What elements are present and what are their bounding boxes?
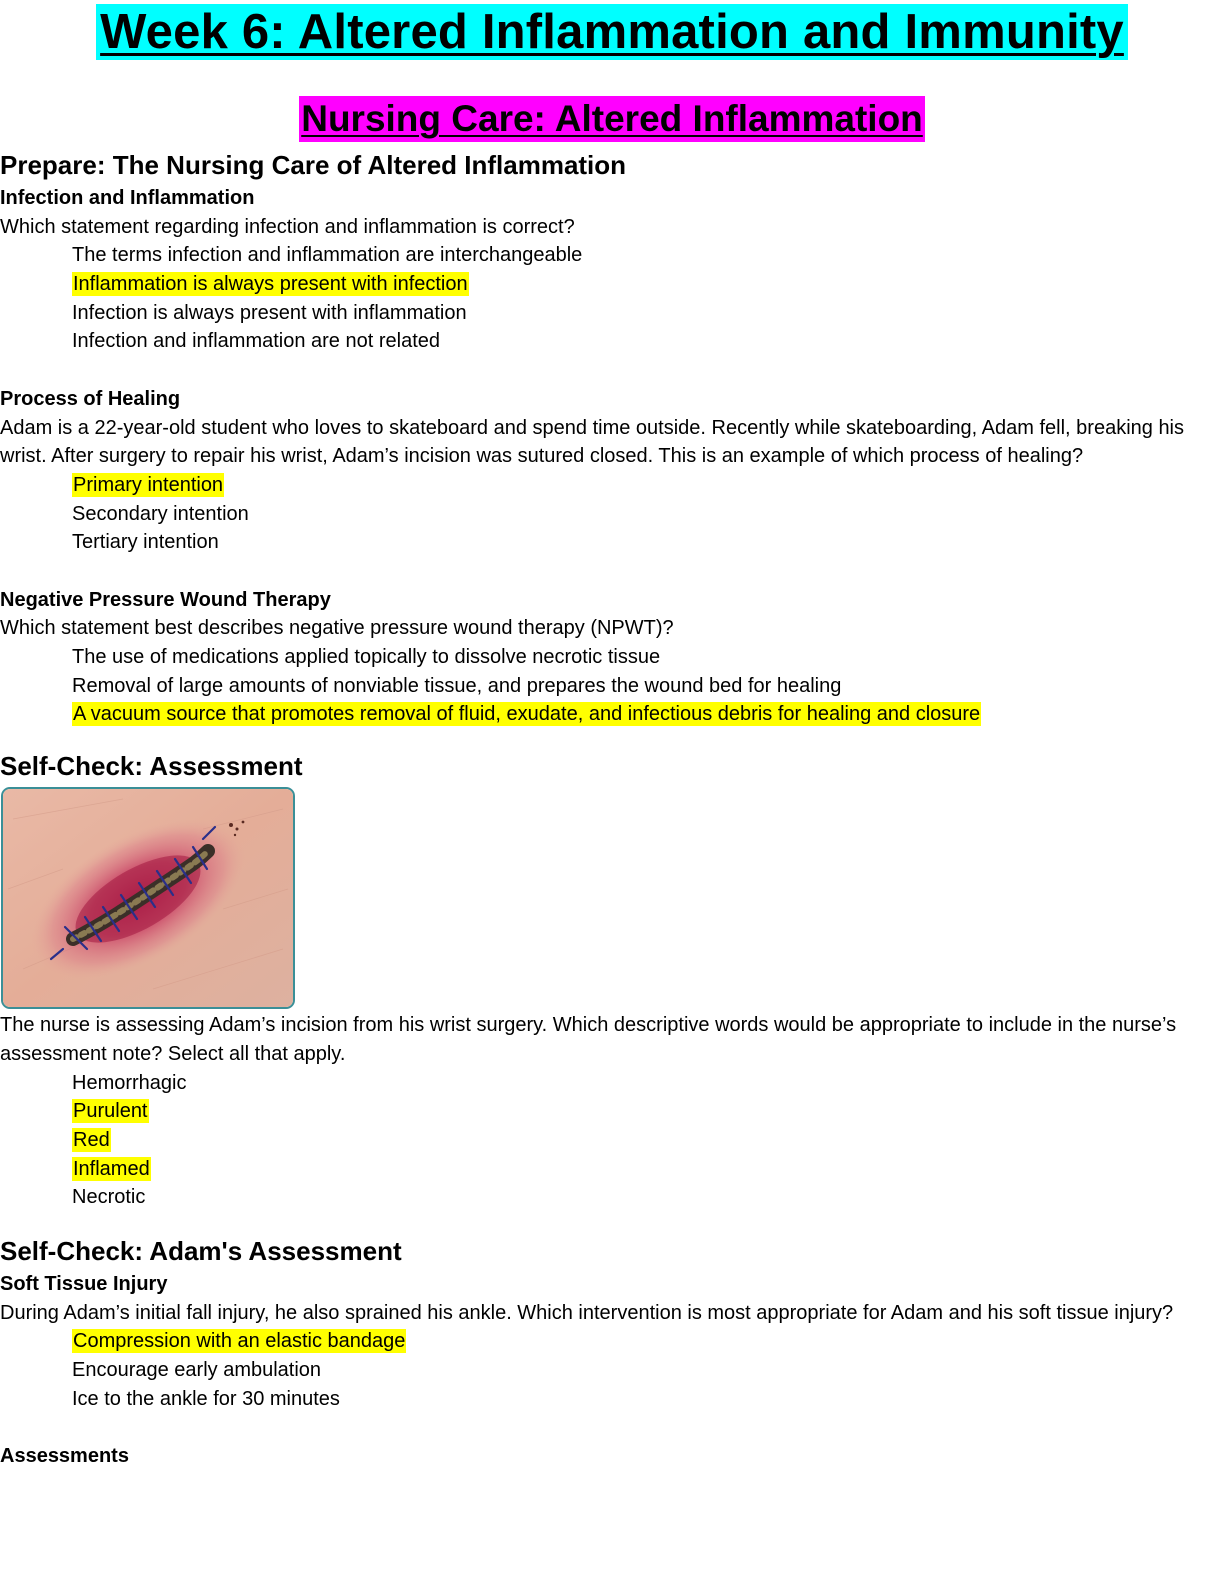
answer-option-correct bbox=[0, 700, 1222, 729]
option-text: Secondary intention bbox=[72, 502, 249, 525]
question-text: Which statement regarding infection and inflammation is correct? bbox=[0, 215, 575, 238]
section-heading-self-check-adam: Self-Check: Adam's Assessment bbox=[0, 1235, 402, 1266]
option-text: Infection and inflammation are not related bbox=[72, 330, 440, 353]
option-text: Hemorrhagic bbox=[72, 1071, 187, 1094]
answer-option bbox=[0, 1183, 1222, 1212]
page-subtitle: Nursing Care: Altered Inflammation bbox=[299, 96, 925, 142]
topic-infection-inflammation: Infection and Inflammation bbox=[0, 187, 255, 209]
answer-option bbox=[0, 1385, 1222, 1414]
option-text: The use of medications applied topically to dissolve necrotic tissue bbox=[72, 646, 661, 669]
option-text-highlighted: Inflamed bbox=[73, 1157, 150, 1180]
question-text: During Adam’s initial fall injury, he also sprained his ankle. Which intervention is most appropriate for Adam and his soft tissue injury? bbox=[0, 1301, 1174, 1324]
answer-option bbox=[0, 672, 1222, 701]
option-text: Infection is always present with inflammation bbox=[72, 301, 467, 324]
option-text-highlighted: Red bbox=[73, 1128, 110, 1151]
answer-option-correct bbox=[0, 1126, 1222, 1155]
section-heading-self-check-assessment: Self-Check: Assessment bbox=[0, 751, 303, 782]
spacer bbox=[0, 557, 1222, 586]
topic-soft-tissue-injury: Soft Tissue Injury bbox=[0, 1272, 168, 1295]
option-text-highlighted: Inflammation is always present with infection bbox=[73, 273, 468, 296]
answer-option bbox=[0, 500, 1222, 529]
answer-option bbox=[0, 299, 1222, 328]
spacer bbox=[0, 1413, 1222, 1442]
question-text: Adam is a 22-year-old student who loves to skateboard and spend time outside. Recently while skateboarding, Adam fell, breaking his wrist. After surgery to repair his wrist, Adam’s incision was sutured closed. This is an example of which process of healing? bbox=[0, 416, 1185, 468]
document-content bbox=[0, 146, 1222, 1471]
subtitle-container bbox=[0, 96, 1224, 142]
wound-illustration bbox=[3, 789, 293, 1007]
option-text: Encourage early ambulation bbox=[72, 1359, 322, 1382]
option-text: The terms infection and inflammation are interchangeable bbox=[72, 244, 583, 267]
answer-option bbox=[0, 327, 1222, 356]
option-text-highlighted: A vacuum source that promotes removal of fluid, exudate, and infectious debris for healing and closure bbox=[73, 703, 981, 726]
spacer bbox=[0, 729, 1222, 747]
topic-npwt: Negative Pressure Wound Therapy bbox=[0, 588, 331, 611]
answer-option-correct bbox=[0, 1155, 1222, 1184]
spacer bbox=[0, 1212, 1222, 1232]
answer-option-correct bbox=[0, 1097, 1222, 1126]
option-text: Tertiary intention bbox=[72, 531, 219, 554]
option-text: Ice to the ankle for 30 minutes bbox=[72, 1387, 340, 1410]
option-text-highlighted: Compression with an elastic bandage bbox=[73, 1330, 406, 1353]
option-text-highlighted: Purulent bbox=[73, 1100, 148, 1123]
answer-option bbox=[0, 528, 1222, 557]
answer-option-correct bbox=[0, 1327, 1222, 1356]
answer-option bbox=[0, 643, 1222, 672]
answer-option bbox=[0, 241, 1222, 270]
answer-option-correct bbox=[0, 270, 1222, 299]
title-container bbox=[0, 4, 1224, 60]
answer-option bbox=[0, 1069, 1222, 1098]
section-heading-prepare: Prepare: The Nursing Care of Altered Inflammation bbox=[0, 150, 627, 180]
answer-option bbox=[0, 1356, 1222, 1385]
option-text: Necrotic bbox=[72, 1186, 146, 1209]
sutured-incision-photo bbox=[1, 787, 295, 1009]
answer-option-correct bbox=[0, 471, 1222, 500]
spacer bbox=[0, 356, 1222, 385]
question-text: The nurse is assessing Adam’s incision from his wrist surgery. Which descriptive words would be appropriate to include in the nurse’s assessment note? Select all that apply. bbox=[0, 1014, 1177, 1065]
question-text: Which statement best describes negative pressure wound therapy (NPWT)? bbox=[0, 617, 674, 640]
page-title: Week 6: Altered Inflammation and Immunity bbox=[96, 4, 1128, 60]
topic-process-of-healing: Process of Healing bbox=[0, 387, 181, 410]
option-text-highlighted: Primary intention bbox=[73, 473, 224, 496]
topic-assessments: Assessments bbox=[0, 1445, 129, 1468]
option-text: Removal of large amounts of nonviable tissue, and prepares the wound bed for healing bbox=[72, 674, 842, 697]
